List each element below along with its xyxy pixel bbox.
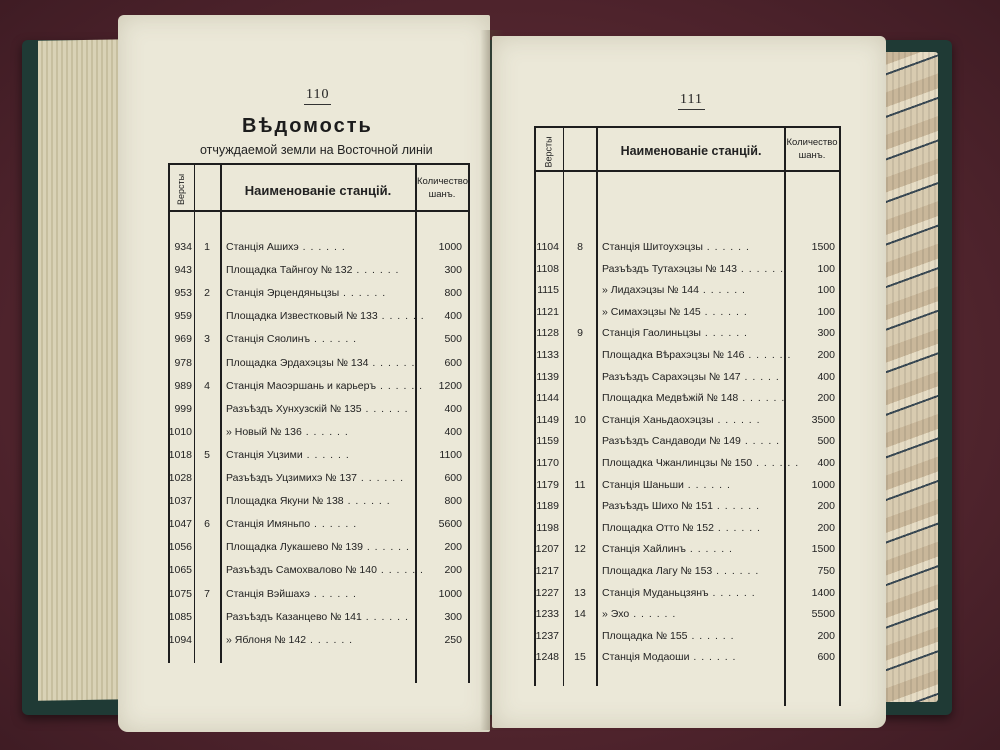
quantity-cell: 200 bbox=[444, 564, 462, 577]
left-station-table bbox=[118, 15, 490, 732]
table-row bbox=[118, 426, 490, 449]
right-page-edges bbox=[880, 52, 938, 702]
table-row bbox=[118, 541, 490, 564]
verst-cell: 1133 bbox=[536, 349, 559, 361]
verst-cell: 1179 bbox=[536, 478, 559, 491]
table-row bbox=[492, 371, 886, 393]
verst-cell: 1207 bbox=[535, 543, 559, 556]
verst-cell: 1248 bbox=[535, 651, 559, 664]
station-name-cell: Площадка Отто № 152 . . . bbox=[602, 522, 782, 534]
quantity-cell: 1000 bbox=[438, 241, 462, 253]
verst-cell: 978 bbox=[174, 356, 192, 369]
number-cell: 5 bbox=[204, 448, 210, 461]
station-name-cell: Площадка Лукашево № 139 . . . bbox=[226, 541, 412, 553]
station-name-cell: Разъѣздъ Шихо № 151 . . . bbox=[602, 500, 782, 512]
verst-cell: 934 bbox=[174, 241, 192, 253]
quantity-cell: 1500 bbox=[811, 543, 835, 556]
station-name-cell: Площадка Известковый № 133 . . . bbox=[226, 310, 412, 322]
station-name-cell: Разъѣздъ Тутахэцзы № 143 . . . bbox=[602, 263, 782, 275]
table-row bbox=[492, 327, 886, 349]
table-row bbox=[492, 630, 886, 652]
quantity-cell: 400 bbox=[444, 402, 462, 415]
header-versts: Версты bbox=[176, 173, 186, 205]
verst-cell: 1139 bbox=[536, 370, 559, 383]
table-row bbox=[492, 263, 886, 285]
verst-cell: 1121 bbox=[536, 305, 559, 318]
quantity-cell: 3500 bbox=[811, 413, 835, 426]
quantity-cell: 600 bbox=[444, 356, 462, 369]
verst-cell: 1233 bbox=[535, 608, 559, 621]
table-row bbox=[492, 543, 886, 565]
quantity-cell: 100 bbox=[817, 305, 835, 318]
quantity-cell: 800 bbox=[444, 495, 462, 508]
station-name-cell: Разъѣздъ Казанцево № 141 . . . bbox=[226, 611, 412, 623]
table-row bbox=[492, 392, 886, 414]
verst-cell: 969 bbox=[174, 333, 192, 346]
number-cell: 7 bbox=[204, 587, 210, 600]
verst-cell: 1217 bbox=[535, 565, 559, 577]
table-top-rule bbox=[534, 126, 840, 128]
header-quantity: Количество шанъ. bbox=[786, 137, 838, 161]
header-station-name: Наименованіе станцій. bbox=[244, 183, 392, 198]
station-name-cell: » Новый № 136 . . . bbox=[226, 426, 412, 438]
left-page-edges bbox=[38, 39, 128, 701]
table-row bbox=[118, 264, 490, 287]
quantity-cell: 1000 bbox=[811, 478, 835, 491]
verst-cell: 959 bbox=[174, 310, 192, 323]
station-name-cell: Площадка Эрдахэцзы № 134 . . . bbox=[226, 357, 412, 369]
number-cell: 6 bbox=[204, 518, 210, 531]
verst-cell: 1085 bbox=[168, 610, 192, 623]
number-cell: 13 bbox=[574, 586, 586, 599]
right-station-table bbox=[492, 36, 886, 728]
verst-cell: 1108 bbox=[536, 262, 559, 275]
table-row bbox=[118, 588, 490, 611]
table-row bbox=[492, 565, 886, 587]
table-row bbox=[492, 284, 886, 306]
header-station-name: Наименованіе станцій. bbox=[620, 144, 762, 158]
verst-cell: 1047 bbox=[168, 518, 192, 531]
quantity-cell: 200 bbox=[817, 349, 835, 361]
table-row bbox=[492, 500, 886, 522]
table-row bbox=[492, 651, 886, 673]
number-cell: 10 bbox=[574, 413, 586, 426]
quantity-cell: 600 bbox=[444, 472, 462, 484]
right-page bbox=[492, 36, 886, 728]
verst-cell: 999 bbox=[174, 402, 192, 415]
table-row bbox=[118, 357, 490, 380]
table-row bbox=[492, 587, 886, 609]
page-subtitle: отчуждаемой земли на Восточной линіи bbox=[200, 143, 433, 157]
station-name-cell: Площадка Якуни № 138 . . . bbox=[226, 495, 412, 507]
table-row bbox=[492, 414, 886, 436]
station-name-cell: Разъѣздъ Сарахэцзы № 147 . . . bbox=[602, 371, 782, 383]
quantity-cell: 250 bbox=[444, 633, 462, 646]
verst-cell: 1056 bbox=[168, 541, 192, 554]
left-page-number: 110 bbox=[306, 87, 330, 102]
verst-cell: 953 bbox=[174, 287, 192, 300]
quantity-cell: 1000 bbox=[438, 587, 462, 600]
station-name-cell: Станція Ханьдаохэцзы . . . bbox=[602, 414, 782, 426]
table-row bbox=[118, 472, 490, 495]
station-name-cell: Площадка № 155 . . . bbox=[602, 630, 782, 642]
verst-cell: 1037 bbox=[168, 495, 192, 508]
table-row bbox=[118, 564, 490, 587]
quantity-cell: 1200 bbox=[438, 379, 462, 392]
table-row bbox=[492, 608, 886, 630]
verst-cell: 1018 bbox=[168, 448, 192, 461]
quantity-cell: 1400 bbox=[811, 586, 835, 599]
quantity-cell: 750 bbox=[817, 565, 835, 577]
station-name-cell: Станція Шаньши . . . bbox=[602, 479, 782, 491]
verst-cell: 1149 bbox=[536, 413, 559, 426]
header-versts: Версты bbox=[543, 136, 554, 168]
number-cell: 11 bbox=[574, 478, 586, 491]
verst-cell: 1128 bbox=[536, 327, 559, 340]
station-name-cell: » Лидахэцзы № 144 . . . bbox=[602, 284, 782, 296]
page-title: Вѣдомость bbox=[242, 115, 373, 137]
quantity-cell: 200 bbox=[444, 541, 462, 554]
table-row bbox=[492, 457, 886, 479]
station-name-cell: Разъѣздъ Сандаводи № 149 . . . bbox=[602, 435, 782, 447]
station-name-cell: Станція Хайлинъ . . . bbox=[602, 543, 782, 555]
verst-cell: 943 bbox=[174, 264, 192, 277]
table-header-rule bbox=[534, 170, 840, 172]
header-quantity: Количество шанъ. bbox=[417, 176, 469, 200]
table-row bbox=[492, 241, 886, 263]
verst-cell: 1075 bbox=[168, 587, 192, 600]
table-row bbox=[118, 449, 490, 472]
right-page-number: 111 bbox=[680, 92, 703, 107]
quantity-cell: 300 bbox=[817, 327, 835, 340]
quantity-cell: 400 bbox=[444, 425, 462, 438]
station-name-cell: Станція Эрцендяньцзы . . . bbox=[226, 287, 412, 299]
table-row bbox=[118, 518, 490, 541]
verst-cell: 1189 bbox=[536, 500, 559, 513]
table-row bbox=[118, 495, 490, 518]
verst-cell: 1198 bbox=[536, 521, 559, 534]
table-row bbox=[492, 435, 886, 457]
station-name-cell: Станція Шитоухэцзы . . . bbox=[602, 241, 782, 253]
station-name-cell: Станція Ашихэ . . . bbox=[226, 241, 412, 253]
table-row bbox=[118, 611, 490, 634]
quantity-cell: 400 bbox=[817, 457, 835, 469]
quantity-cell: 100 bbox=[817, 262, 835, 275]
table-header-rule bbox=[168, 210, 470, 212]
station-name-cell: Станція Маоэршань и карьеръ . . . bbox=[226, 380, 412, 392]
station-name-cell: Площадка Тайнгоу № 132 . . . bbox=[226, 264, 412, 276]
station-name-cell: Станція Вэйшахэ . . . bbox=[226, 588, 412, 600]
station-name-cell: Станція Муданьцзянъ . . . bbox=[602, 587, 782, 599]
station-name-cell: » Симахэцзы № 145 . . . bbox=[602, 306, 782, 318]
station-name-cell: Станція Модаоши . . . bbox=[602, 651, 782, 663]
number-cell: 1 bbox=[204, 241, 210, 253]
quantity-cell: 200 bbox=[817, 629, 835, 642]
station-name-cell: Разъѣздъ Хунхузскій № 135 . . . bbox=[226, 403, 412, 415]
station-name-cell: Разъѣздъ Уцзимихэ № 137 . . . bbox=[226, 472, 412, 484]
verst-cell: 1104 bbox=[536, 241, 559, 253]
station-name-cell: Станція Имяньпо . . . bbox=[226, 518, 412, 530]
station-name-cell: Разъѣздъ Самохвалово № 140 . . . bbox=[226, 564, 412, 576]
quantity-cell: 500 bbox=[817, 435, 835, 448]
verst-cell: 1115 bbox=[537, 284, 559, 297]
quantity-cell: 300 bbox=[444, 264, 462, 277]
station-name-cell: Площадка Медвѣжій № 148 . . . bbox=[602, 392, 782, 404]
station-name-cell: Площадка Лагу № 153 . . . bbox=[602, 565, 782, 577]
quantity-cell: 600 bbox=[817, 651, 835, 664]
station-name-cell: Площадка Вѣрахэцзы № 146 . . . bbox=[602, 349, 782, 361]
table-row bbox=[118, 333, 490, 356]
table-row bbox=[492, 349, 886, 371]
quantity-cell: 1500 bbox=[811, 241, 835, 253]
quantity-cell: 200 bbox=[817, 521, 835, 534]
number-cell: 12 bbox=[574, 543, 586, 556]
quantity-cell: 200 bbox=[817, 500, 835, 513]
left-page bbox=[118, 15, 490, 732]
table-row bbox=[492, 479, 886, 501]
station-name-cell: Станція Гаолиньцзы . . . bbox=[602, 327, 782, 339]
table-row bbox=[118, 634, 490, 657]
quantity-cell: 400 bbox=[817, 370, 835, 383]
verst-cell: 1237 bbox=[535, 629, 559, 642]
number-cell: 2 bbox=[204, 287, 210, 300]
verst-cell: 1159 bbox=[536, 435, 559, 448]
table-row bbox=[118, 287, 490, 310]
verst-cell: 989 bbox=[174, 379, 192, 392]
table-row bbox=[118, 403, 490, 426]
verst-cell: 1094 bbox=[168, 633, 192, 646]
quantity-cell: 5500 bbox=[811, 608, 835, 621]
quantity-cell: 800 bbox=[444, 287, 462, 300]
number-cell: 8 bbox=[577, 241, 583, 253]
quantity-cell: 100 bbox=[817, 284, 835, 297]
quantity-cell: 5600 bbox=[438, 518, 462, 531]
verst-cell: 1028 bbox=[168, 472, 192, 484]
table-row bbox=[118, 310, 490, 333]
station-name-cell: Станція Сяолинъ . . . bbox=[226, 333, 412, 345]
number-cell: 3 bbox=[204, 333, 210, 346]
quantity-cell: 500 bbox=[444, 333, 462, 346]
verst-cell: 1227 bbox=[535, 586, 559, 599]
table-top-rule bbox=[168, 163, 470, 165]
table-row bbox=[118, 380, 490, 403]
quantity-cell: 300 bbox=[444, 610, 462, 623]
quantity-cell: 1100 bbox=[439, 448, 462, 461]
station-name-cell: Площадка Чжанлинцзы № 150 . . . bbox=[602, 457, 782, 469]
station-name-cell: » Яблоня № 142 . . . bbox=[226, 634, 412, 646]
quantity-cell: 200 bbox=[817, 392, 835, 405]
verst-cell: 1065 bbox=[168, 564, 192, 577]
verst-cell: 1010 bbox=[168, 425, 192, 438]
number-cell: 14 bbox=[574, 608, 586, 621]
number-cell: 4 bbox=[204, 379, 210, 392]
station-name-cell: » Эхо . . . bbox=[602, 608, 782, 620]
table-row bbox=[492, 306, 886, 328]
verst-cell: 1170 bbox=[536, 457, 559, 469]
station-name-cell: Станція Уцзими . . . bbox=[226, 449, 412, 461]
number-cell: 9 bbox=[577, 327, 583, 340]
table-row bbox=[492, 522, 886, 544]
verst-cell: 1144 bbox=[536, 392, 559, 405]
number-cell: 15 bbox=[574, 651, 586, 664]
quantity-cell: 400 bbox=[444, 310, 462, 323]
table-row bbox=[118, 241, 490, 264]
